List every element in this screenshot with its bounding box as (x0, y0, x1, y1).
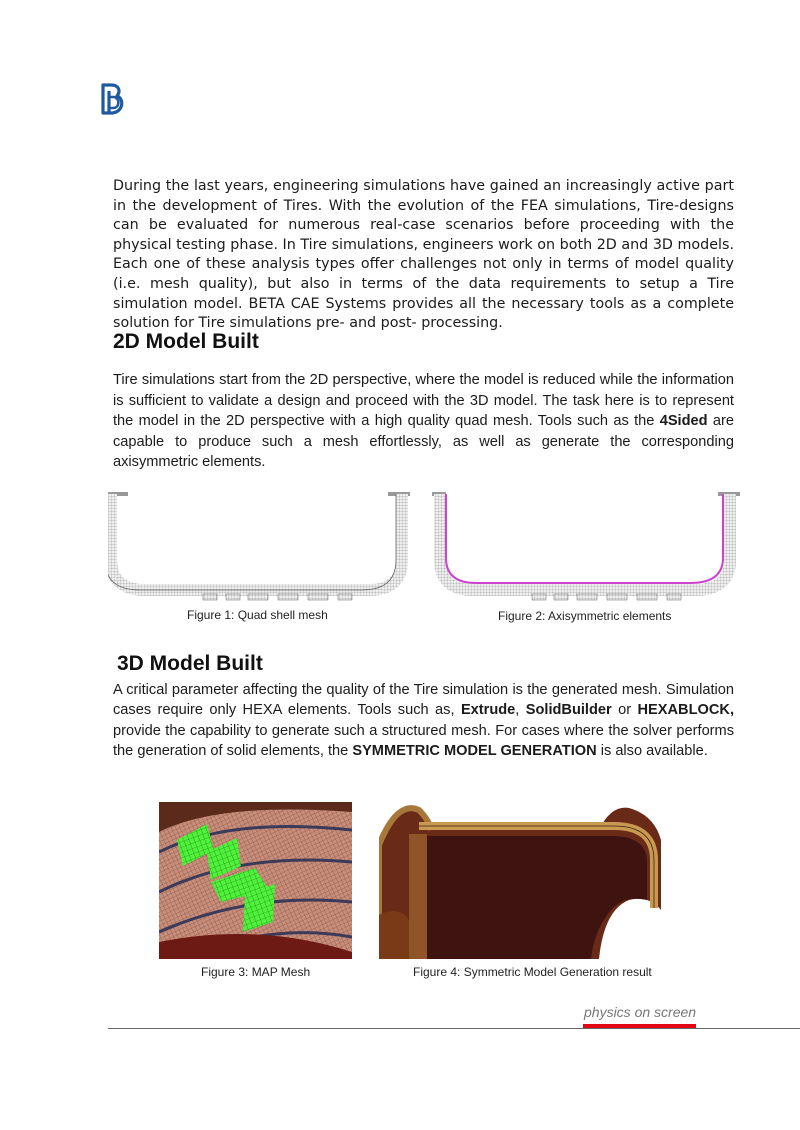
tool-4sided: 4Sided (659, 413, 708, 430)
section-3d-text-5: is also available. (596, 742, 708, 759)
figure-1-caption: Figure 1: Quad shell mesh (187, 608, 328, 622)
section-3d-paragraph (113, 680, 734, 761)
section-2d-heading: 2D Model Built (113, 330, 259, 353)
section-2d-paragraph (113, 370, 734, 473)
figure-1-quad-shell-mesh (108, 490, 410, 604)
footer-tagline: physics on screen (584, 1004, 697, 1020)
figure-3-caption: Figure 3: MAP Mesh (201, 965, 311, 979)
figure-4-symmetric-model-result (379, 800, 683, 959)
figure-4-caption: Figure 4: Symmetric Model Generation result (413, 965, 652, 979)
tool-solidbuilder: SolidBuilder (525, 702, 612, 719)
section-3d-text-2: , (515, 702, 526, 719)
figure-2-caption: Figure 2: Axisymmetric elements (498, 609, 672, 623)
beta-cae-logo-icon (100, 82, 130, 116)
figure-3-map-mesh (159, 802, 352, 959)
intro-paragraph: During the last years, engineering simulations have gained an increasingly active part in the development of Tires. With the evolution of the FEA simulations, Tire-designs can be evaluated for numerous real-case scenarios before proceeding with the physical testing phase. In Tire simulations, engineers work on both 2D and 3D models. Each one of these analysis types offer challenges not only in terms of model quality (i.e. mesh quality), but also in terms of the data requirements to setup a Tire simulation model. BETA CAE Systems provides all the necessary tools as a complete solution for Tire simulations pre- and post- processing. (113, 178, 734, 332)
section-3d-heading: 3D Model Built (117, 652, 263, 675)
section-2d-text-before: Tire simulations start from the 2D perspective, where the model is reduced while the information is sufficient to validate a design and proceed with the 3D model. The task here is to represent the model in the 2D perspective with a high quality quad mesh. Tools such as the (113, 372, 734, 430)
section-3d-text-1: A critical parameter affecting the quality of the Tire simulation is the generated mesh. Simulation cases require only HEXA elements. Tools such as, (113, 682, 734, 719)
tool-symmetric-model-generation: SYMMETRIC MODEL GENERATION (352, 742, 597, 759)
tool-extrude: Extrude (460, 702, 516, 719)
section-3d-text-3: or (611, 702, 638, 719)
tool-hexablock: HEXABLOCK, (637, 702, 734, 719)
figure-2-axisymmetric-elements (432, 490, 744, 604)
section-3d-text-4: provide the capability to generate such a structured mesh. For cases where the solver performs the generation of solid elements, the (113, 722, 734, 759)
footer-divider (108, 1028, 800, 1029)
section-2d-text-after: are capable to produce such a mesh effortlessly, as well as generate the corresponding axisymmetric elements. (113, 413, 734, 471)
